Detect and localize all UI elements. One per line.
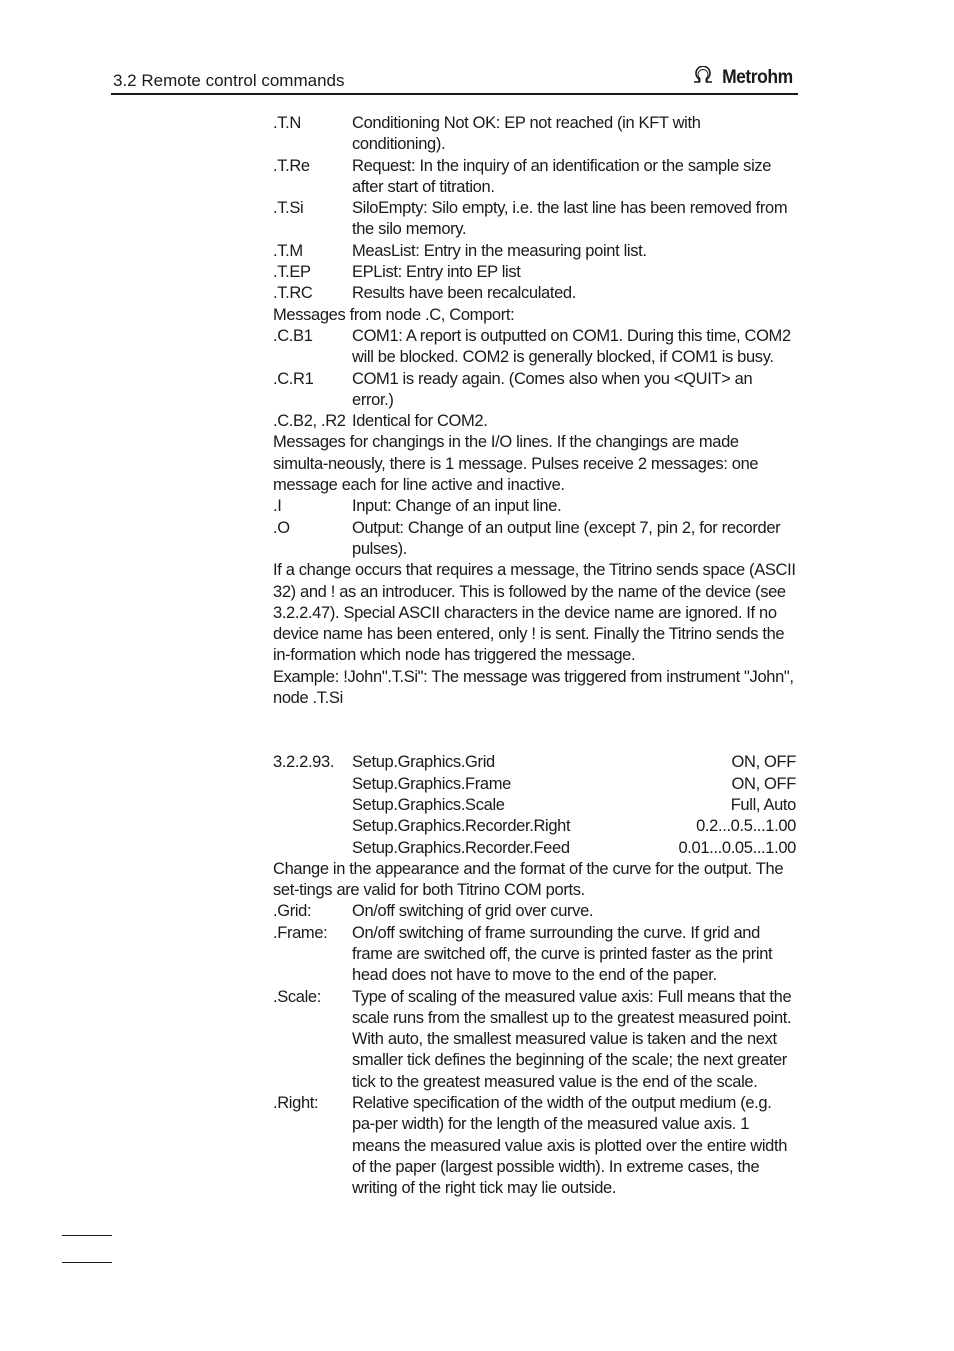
message-row: [273, 156, 796, 199]
section-number: [273, 838, 352, 859]
setting-row: [273, 774, 796, 795]
setting-detail-row-text: On/off switching of grid over curve.: [352, 902, 594, 921]
setting-name: Setup.Graphics.Recorder.Feed: [352, 838, 570, 857]
setting-row: [273, 752, 796, 773]
setting-detail-row: [273, 901, 796, 922]
setting-range: 0.2...0.5...1.00: [696, 817, 796, 836]
graphics-settings-list: [273, 752, 796, 858]
setting-name: Setup.Graphics.Scale: [352, 795, 505, 814]
message-row-text: Results have been recalculated.: [352, 284, 576, 303]
logo-wordmark: Metrohm: [722, 66, 793, 88]
setting-detail-row-text: Type of scaling of the measured value axis: Full means that the scale runs from the smallest up to the greatest measured point. With auto, the smallest measured value is taken and the next smaller tick defines the beginning of the scale; the next greater tick to the greatest measured value is the end of the scale.: [352, 987, 792, 1091]
setting-detail-row-text: On/off switching of frame surrounding the curve. If grid and frame are switched off, the curve is printed faster as the print head does not have to move to the end of the paper.: [352, 923, 773, 985]
setting-name: Setup.Graphics.Recorder.Right: [352, 817, 571, 836]
message-row: [273, 113, 796, 156]
message-row-key: .O: [273, 518, 290, 537]
message-row-key: .T.N: [273, 114, 301, 132]
setting-detail-row-text: Relative specification of the width of the output medium (e.g. pa-per width) for the length of the measured value axis. 1 means the measured value axis is plotted over the entire width of the paper (largest possible width). In extreme cases, the writing of the right tick may lie outside.: [352, 1094, 788, 1198]
setting-range: Full, Auto: [730, 795, 796, 814]
message-row-text: COM1 is ready again. (Comes also when you <QUIT> an error.): [352, 369, 753, 409]
message-row-text: EPList: Entry into EP list: [352, 263, 521, 282]
message-row-text: Request: In the inquiry of an identification or the sample size after start of titration.: [352, 156, 772, 196]
message-row-text: SiloEmpty: Silo empty, i.e. the last line has been removed from the silo memory.: [352, 199, 788, 239]
setting-row: [273, 795, 796, 816]
section-number: 3.2.2.93.: [273, 753, 335, 772]
message-row: [273, 496, 796, 517]
omega-icon: [691, 66, 715, 89]
settings-description: Change in the appearance and the format of the curve for the output. The set-tings are valid for both Titrino COM ports.: [273, 859, 784, 900]
footer-rule-top: [62, 1235, 112, 1236]
setting-detail-row-key: .Grid:: [273, 902, 312, 921]
message-row-key: .T.EP: [273, 263, 311, 282]
setting-row: [273, 838, 796, 859]
setting-detail-row-key: .Scale:: [273, 987, 321, 1006]
setting-detail-row: [273, 923, 796, 987]
setting-detail-row: [273, 1093, 796, 1199]
section-number: [273, 816, 352, 837]
message-row-key: .C.B1: [273, 326, 313, 345]
metrohm-logo: [691, 66, 796, 89]
node-c-message-list: [273, 326, 796, 432]
message-row-key: .I: [273, 497, 282, 516]
page-body: [273, 113, 796, 1200]
message-row: [273, 283, 796, 304]
message-row-text: Conditioning Not OK: EP not reached (in KFT with conditioning).: [352, 114, 701, 154]
running-header-title: 3.2 Remote control commands: [113, 71, 345, 90]
message-row: [273, 262, 796, 283]
message-row: [273, 518, 796, 561]
section-number: [273, 774, 352, 795]
node-t-message-list: [273, 113, 796, 305]
message-row: [273, 411, 796, 432]
message-row-key: .T.RC: [273, 284, 313, 303]
message-row-text: Input: Change of an input line.: [352, 497, 562, 516]
setting-range: 0.01...0.05...1.00: [678, 838, 796, 857]
message-row-key: .T.M: [273, 241, 303, 260]
setting-detail-row-key: .Frame:: [273, 923, 328, 942]
message-row-key: .C.B2, .R2: [273, 412, 346, 431]
message-row-key: .T.Re: [273, 156, 310, 175]
message-row: [273, 326, 796, 369]
setting-range: ON, OFF: [731, 753, 796, 772]
message-row-text: COM1: A report is outputted on COM1. During this time, COM2 will be blocked. COM2 is generally blocked, if COM1 is busy.: [352, 326, 791, 367]
setting-detail-row: [273, 987, 796, 1093]
message-row-text: MeasList: Entry in the measuring point list.: [352, 241, 647, 260]
setting-details-list: [273, 901, 796, 1199]
section-spacer: [273, 709, 796, 752]
message-row-key: .T.Si: [273, 199, 304, 218]
header-rule: [111, 93, 798, 95]
message-row: [273, 241, 796, 262]
message-row-key: .C.R1: [273, 369, 314, 388]
footer-rule-bottom: [62, 1262, 112, 1263]
message-row-text: Identical for COM2.: [352, 412, 488, 431]
io-message-list: [273, 496, 796, 560]
io-intro: Messages for changings in the I/O lines. If the changings are made simulta-neously, there is 1 message. Pulses receive 2 messages: one message each for line active and inactive.: [273, 433, 759, 495]
setting-detail-row-key: .Right:: [273, 1094, 319, 1113]
message-row: [273, 198, 796, 241]
section-number: [273, 795, 352, 816]
setting-row: [273, 816, 796, 837]
example-paragraph: Example: !John".T.Si": The message was triggered from instrument "John", node .T.Si: [273, 667, 794, 708]
setting-name: Setup.Graphics.Grid: [352, 753, 495, 772]
message-row-text: Output: Change of an output line (except 7, pin 2, for recorder pulses).: [352, 518, 781, 558]
comport-intro: Messages from node .C, Comport:: [273, 305, 515, 324]
message-row: [273, 369, 796, 412]
setting-name: Setup.Graphics.Frame: [352, 774, 511, 793]
setting-range: ON, OFF: [731, 774, 796, 793]
change-paragraph: If a change occurs that requires a message, the Titrino sends space (ASCII 32) and ! as an introducer. This is followed by the name of the device (see 3.2.2.47). Special ASCII characters in the device name are ignored. If no device name has been entered, only ! is sent. Finally the Titrino sends the in-formation which node has triggered the message.: [273, 561, 796, 665]
